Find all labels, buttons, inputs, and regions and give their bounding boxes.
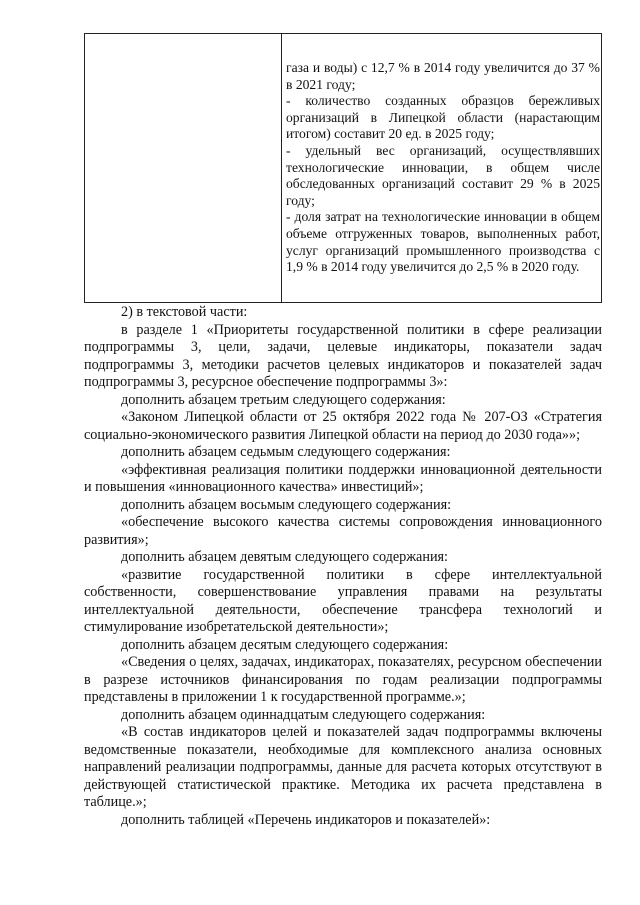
paragraph: дополнить абзацем десятым следующего содержания: bbox=[121, 636, 449, 653]
paragraph: дополнить абзацем седьмым следующего содержания: bbox=[121, 444, 451, 460]
paragraph: дополнить таблицей «Перечень индикаторов и показателей»: bbox=[121, 811, 491, 828]
indicators-table-fragment bbox=[84, 33, 602, 303]
paragraph: «обеспечение высокого качества системы сопровождения инновационного развития»; bbox=[84, 514, 602, 548]
paragraph: дополнить абзацем девятым следующего содержания: bbox=[121, 549, 449, 565]
paragraph: «В состав индикаторов целей и показателей задач подпрограммы включены ведомственные показатели, необходимые для комплексного анализа основных направлений реализации подпрограммы, данные для расчета которых отсутствуют в действующей статистической практике. Методика их расчета представлена в таблице.»; bbox=[84, 724, 602, 810]
paragraph: «Законом Липецкой области от 25 октября 2022 года № 207-ОЗ «Стратегия социально-экономического развития Липецкой области на период до 2030 года»»; bbox=[84, 409, 602, 443]
table-column-divider bbox=[281, 34, 282, 302]
table-cell-line: - доля затрат на технологические инновации в общем объеме отгруженных товаров, выполненных работ, услуг организаций промышленного производства с 1,9 % в 2014 году увеличится до 2,5 % в 2020 году. bbox=[286, 209, 600, 275]
paragraph: «Сведения о целях, задачах, индикаторах, показателях, ресурсном обеспечении в разрезе источников финансирования по годам реализации подпрограммы представлены в приложении 1 к государственной программе.»; bbox=[84, 654, 602, 705]
paragraph: «эффективная реализация политики поддержки инновационной деятельности и повышения «инновационного качества» инвестиций»; bbox=[84, 461, 602, 495]
paragraph: дополнить абзацем одиннадцатым следующего содержания: bbox=[121, 706, 486, 723]
paragraph: дополнить абзацем восьмым следующего содержания: bbox=[121, 496, 452, 513]
paragraph: дополнить абзацем третьим следующего содержания: bbox=[121, 391, 446, 408]
document-body bbox=[84, 304, 602, 829]
paragraph: в разделе 1 «Приоритеты государственной политики в сфере реализации подпрограммы 3, цели, задачи, целевые индикаторы, показатели задач подпрограммы 3, методики расчетов целевых индикаторов и показателей задач подпрограммы 3, ресурсное обеспечение подпрограммы 3»: bbox=[84, 321, 602, 390]
paragraph: «развитие государственной политики в сфере интеллектуальной собственности, совершенствование управления правами на результаты интеллектуальной деятельности, обеспечение трансфера технологий и стимулирование изобретательской деятельности»; bbox=[84, 566, 602, 635]
table-cell-line: - количество созданных образцов бережливых организаций в Липецкой области (нарастающим итогом) составит 20 ед. в 2025 году; bbox=[286, 93, 600, 142]
table-right-cell bbox=[286, 60, 600, 276]
paragraph: 2) в текстовой части: bbox=[121, 304, 248, 320]
table-cell-line: - удельный вес организаций, осуществлявших технологические инновации, в общем числе обследованных организаций составит 29 % в 2025 году; bbox=[286, 142, 600, 208]
table-cell-line: газа и воды) с 12,7 % в 2014 году увеличится до 37 % в 2021 году; bbox=[286, 60, 600, 92]
